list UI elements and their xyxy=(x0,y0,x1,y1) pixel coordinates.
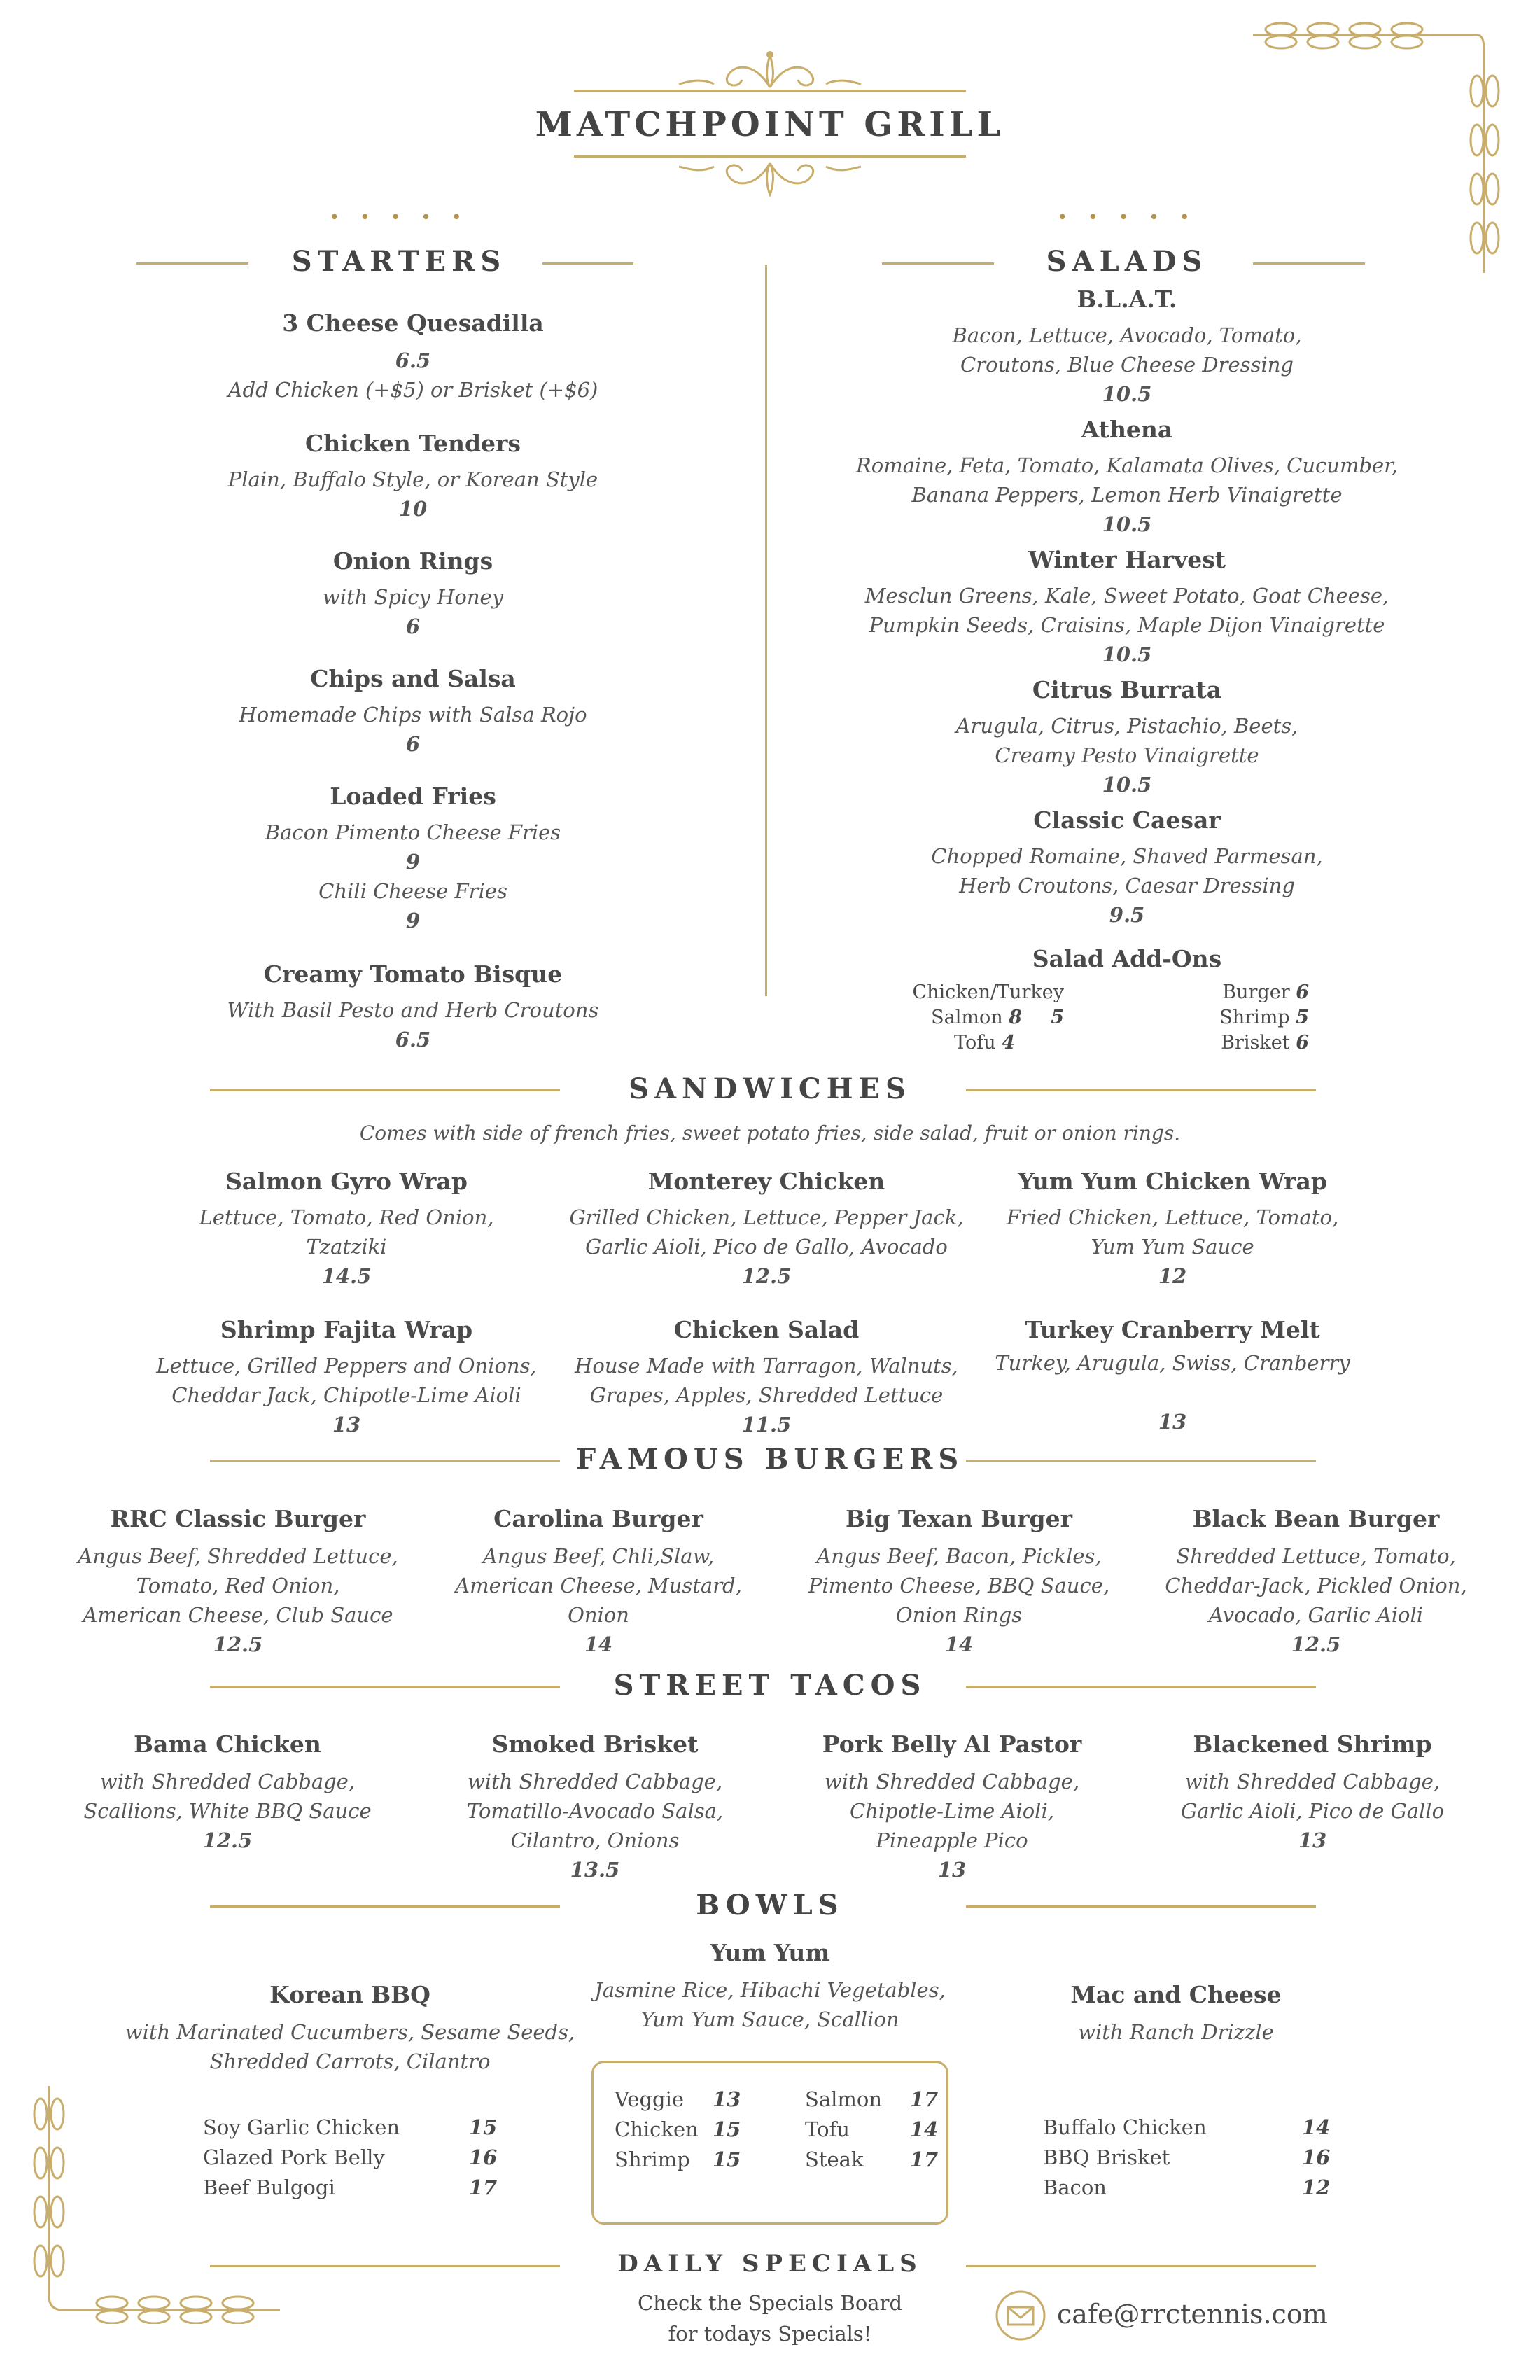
bowl-option: Steak 17 xyxy=(805,2148,939,2171)
sandwiches-rule-left xyxy=(210,1089,560,1091)
specials-rule-right xyxy=(966,2265,1316,2267)
yumyum-bowl: Yum Yum Jasmine Rice, Hibachi Vegetables, Yum Yum Sauce, Scallion xyxy=(594,1939,946,2031)
contact-email[interactable]: cafe@rrctennis.com xyxy=(1057,2299,1328,2330)
salads-rule-left xyxy=(882,262,994,265)
addon-row: Burger 6 xyxy=(1222,981,1309,1003)
bowl-option: Beef Bulgogi 17 xyxy=(203,2176,498,2199)
starter-item: Chicken Tenders Plain, Buffalo Style, or Korean Style 10 xyxy=(227,430,598,521)
starter-item: Chips and Salsa Homemade Chips with Salsa Rojo 6 xyxy=(239,665,587,756)
burger-item: RRC Classic Burger Angus Beef, Shredded Lettuce, Tomato, Red Onion, American Cheese, Club Sauce 12.5 xyxy=(78,1505,398,1656)
sandwich-item: Chicken Salad House Made with Tarragon, Walnuts, Grapes, Apples, Shredded Lettuce 11.5 xyxy=(575,1316,958,1436)
salad-item: B.L.A.T. Bacon, Lettuce, Avocado, Tomato, Croutons, Blue Cheese Dressing 10.5 xyxy=(952,286,1302,406)
starters-heading: STARTERS xyxy=(291,245,507,278)
bowl-option: Shrimp 15 xyxy=(615,2148,741,2171)
laurel-branch-icon xyxy=(1246,21,1512,287)
sandwich-item: Turkey Cranberry Melt Turkey, Arugula, Swiss, Cranberry 13 xyxy=(995,1316,1350,1434)
bottom-flourish-ornament xyxy=(672,160,868,202)
addon-row: Tofu 4 xyxy=(954,1032,1015,1054)
burgers-rule-left xyxy=(210,1460,560,1462)
restaurant-name: MATCHPOINT GRILL xyxy=(535,105,1005,144)
salads-heading: SALADS xyxy=(1046,245,1208,278)
column-divider xyxy=(765,265,767,996)
starter-item: 3 Cheese Quesadilla 6.5 Add Chicken (+$5) or Brisket (+$6) xyxy=(227,309,598,402)
salad-item: Classic Caesar Chopped Romaine, Shaved Parmesan, Herb Croutons, Caesar Dressing 9.5 xyxy=(931,806,1323,927)
taco-item: Blackened Shrimp with Shredded Cabbage, Garlic Aioli, Pico de Gallo 13 xyxy=(1180,1730,1445,1852)
starters-rule-left xyxy=(136,262,248,265)
sandwich-item: Salmon Gyro Wrap Lettuce, Tomato, Red Onion, Tzatziki 14.5 xyxy=(199,1168,494,1288)
bowl-option: BBQ Brisket 16 xyxy=(1043,2146,1331,2169)
salads-dots: • • • • • xyxy=(1057,207,1197,228)
tacos-heading: STREET TACOS xyxy=(613,1669,927,1702)
sandwich-item: Shrimp Fajita Wrap Lettuce, Grilled Peppers and Onions, Cheddar Jack, Chipotle-Lime Aioli 13 xyxy=(156,1316,537,1436)
bowl-option: Chicken 15 xyxy=(615,2118,741,2141)
addon-row: Chicken/Turkey 5 xyxy=(912,981,1064,1028)
salad-addons-title: Salad Add-Ons xyxy=(1032,945,1222,972)
envelope-icon xyxy=(994,2289,1047,2342)
bowl-option: Tofu 14 xyxy=(805,2118,939,2141)
korean-bbq-bowl: Korean BBQ with Marinated Cucumbers, Sesame Seeds, Shredded Carrots, Cilantro xyxy=(125,1981,575,2073)
bowl-option: Salmon 17 xyxy=(805,2087,939,2111)
sandwich-item: Yum Yum Chicken Wrap Fried Chicken, Lettuce, Tomato, Yum Yum Sauce 12 xyxy=(1006,1168,1339,1288)
tacos-rule-right xyxy=(966,1686,1316,1688)
specials-text: Check the Specials Board for todays Specials! xyxy=(637,2291,903,2346)
burger-item: Big Texan Burger Angus Beef, Bacon, Pickles, Pimento Cheese, BBQ Sauce, Onion Rings 14 xyxy=(808,1505,1110,1656)
sandwiches-note: Comes with side of french fries, sweet potato fries, side salad, fruit or onion rings. xyxy=(359,1121,1181,1144)
starter-item: Onion Rings with Spicy Honey 6 xyxy=(322,547,504,638)
bowl-option: Bacon 12 xyxy=(1043,2176,1331,2199)
starters-dots: • • • • • xyxy=(329,207,469,228)
burgers-rule-right xyxy=(966,1460,1316,1462)
laurel-branch-icon xyxy=(21,2072,287,2324)
starters-rule-right xyxy=(542,262,634,265)
salad-item: Citrus Burrata Arugula, Citrus, Pistachio, Beets, Creamy Pesto Vinaigrette 10.5 xyxy=(955,676,1298,797)
top-flourish-ornament xyxy=(672,49,868,91)
bowls-heading: BOWLS xyxy=(696,1889,844,1921)
bowl-option: Glazed Pork Belly 16 xyxy=(203,2146,498,2169)
burger-item: Carolina Burger Angus Beef, Chli,Slaw, American Cheese, Mustard, Onion 14 xyxy=(455,1505,742,1656)
burgers-heading: FAMOUS BURGERS xyxy=(575,1443,965,1476)
sandwich-item: Monterey Chicken Grilled Chicken, Lettuce, Pepper Jack, Garlic Aioli, Pico de Gallo, Avocado 12.5 xyxy=(569,1168,964,1288)
title-bottom-rule xyxy=(574,155,966,158)
addon-row: Brisket 6 xyxy=(1221,1032,1309,1054)
addon-row: Shrimp 5 xyxy=(1219,1007,1309,1028)
salads-rule-right xyxy=(1253,262,1365,265)
salad-item: Winter Harvest Mesclun Greens, Kale, Sweet Potato, Goat Cheese, Pumpkin Seeds, Craisins, Maple Dijon Vinaigrette 10.5 xyxy=(864,546,1390,666)
starter-item: Creamy Tomato Bisque With Basil Pesto and Herb Croutons 6.5 xyxy=(227,960,599,1051)
bowl-option: Buffalo Chicken 14 xyxy=(1043,2115,1331,2139)
title-top-rule xyxy=(574,90,966,92)
tacos-rule-left xyxy=(210,1686,560,1688)
taco-item: Bama Chicken with Shredded Cabbage, Scallions, White BBQ Sauce 12.5 xyxy=(83,1730,372,1852)
burger-item: Black Bean Burger Shredded Lettuce, Tomato, Cheddar-Jack, Pickled Onion, Avocado, Garlic Aioli 12.5 xyxy=(1165,1505,1467,1656)
salad-item: Athena Romaine, Feta, Tomato, Kalamata Olives, Cucumber, Banana Peppers, Lemon Herb Vinaigrette 10.5 xyxy=(855,416,1399,536)
bowls-rule-left xyxy=(210,1905,560,1907)
sandwiches-rule-right xyxy=(966,1089,1316,1091)
starter-item: Loaded Fries Bacon Pimento Cheese Fries 9 Chili Cheese Fries 9 xyxy=(265,783,561,932)
mac-and-cheese-bowl: Mac and Cheese with Ranch Drizzle xyxy=(1070,1981,1282,2044)
addon-row: Salmon 8 xyxy=(931,1007,1022,1028)
bowl-option: Soy Garlic Chicken 15 xyxy=(203,2115,498,2139)
bowls-rule-right xyxy=(966,1905,1316,1907)
bowl-option: Veggie 13 xyxy=(615,2087,741,2111)
taco-item: Pork Belly Al Pastor with Shredded Cabbage, Chipotle-Lime Aioli, Pineapple Pico 13 xyxy=(822,1730,1082,1882)
taco-item: Smoked Brisket with Shredded Cabbage, Tomatillo-Avocado Salsa, Cilantro, Onions 13.5 xyxy=(466,1730,724,1882)
sandwiches-heading: SANDWICHES xyxy=(629,1072,911,1105)
specials-heading: DAILY SPECIALS xyxy=(617,2250,923,2278)
